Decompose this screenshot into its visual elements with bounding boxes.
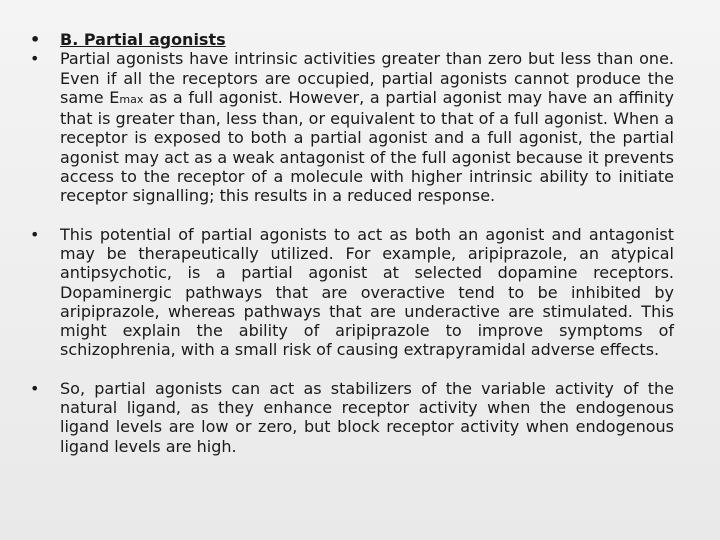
emax-subscript: max [119,92,144,106]
paragraph-1-text-b: as a full agonist. However, a partial agonist may have an affinity that is greater than, less than, or equivalent to that of a full agonist. When a receptor is exposed to both a partial agonist and a full agonist, the partial agonist may act as a weak antagonist of the full agonist because it prevents access to the receptor of a molecule with higher intrinsic ability to initiate receptor signalling; this results in a reduced response. [60,87,675,206]
paragraph-1-text-a: Partial agonists have intrinsic activities greater than zero but less than one. Even if all the receptors are occupied, partial agonists cannot produce the same E [60,49,674,107]
bullet-list [30,30,674,456]
heading-bullet [30,30,674,49]
paragraph-stabilizers [30,379,674,456]
paragraph-3-text: So, partial agonists can act as stabilizers of the variable activity of the natural ligand, as they enhance receptor activity when the endogenous ligand levels are low or zero, but block receptor activity when endogenous ligand levels are high. [60,378,674,456]
paragraph-2-text: This potential of partial agonists to act as both an agonist and antagonist may be therapeutically utilized. For example, aripiprazole, an atypical antipsychotic, is a partial agonist at selected dopamine receptors. Dopaminergic pathways that are overactive tend to be inhibited by aripiprazole, whereas pathways that are underactive are stimulated. This might explain the ability of aripiprazole to improve symptoms of schizophrenia, with a small risk of causing extrapyramidal adverse effects. [60,224,674,360]
paragraph-partial-agonists [30,49,674,205]
paragraph-therapeutic-use [30,225,674,360]
heading-text: B. Partial agonists [60,30,226,49]
